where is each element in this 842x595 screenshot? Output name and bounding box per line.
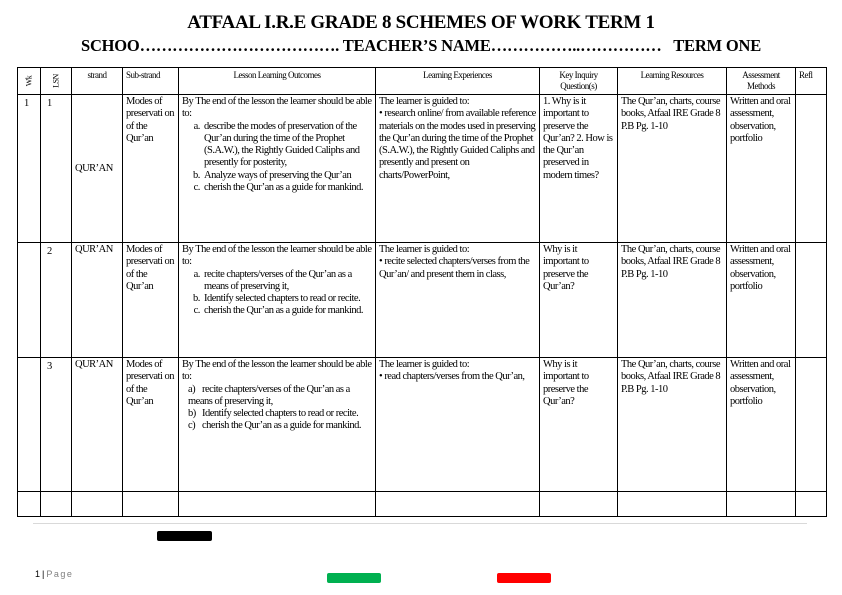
cell-empty [727, 492, 796, 517]
header-wk: Wk [18, 68, 41, 95]
outcomes-list [182, 121, 372, 195]
cell-lsn: 2 [41, 243, 72, 358]
outcome-item: a. recite chapters/verses of the Qur’an as a means of preserving it, [202, 269, 372, 294]
footer-divider [33, 523, 807, 524]
red-bar [497, 573, 551, 583]
outcomes-intro: By The end of the lesson the learner should be able to: [182, 96, 372, 120]
outcome-item: b) Identify selected chapters to read or recite. [188, 408, 359, 420]
school-field: SCHOO………………………………. [80, 36, 340, 55]
outcomes-intro: By The end of the lesson the learner should be able to: [182, 244, 372, 268]
cell-strand: QUR’AN [72, 358, 123, 492]
page-word: Page [46, 569, 74, 579]
header-resources: Learning Resources [618, 68, 727, 95]
header-reflection: Refl [796, 68, 827, 95]
cell-reflection [796, 95, 827, 243]
teacher-name-field: TEACHER’S NAME……………..…………… [342, 36, 662, 55]
cell-empty [540, 492, 618, 517]
experience-item: • research online/ from available reference materials on the modes used in preserving the Qur’an during the time of the Prophet (S.A.W.), the Rightly Guided Caliphs and presently and present on charts/PowerPoint, [379, 108, 536, 182]
cell-sub-strand: Modes of preservati on of the Qur’an [123, 95, 179, 243]
cell-assessment: Written and oral assessment, observation, portfolio [727, 358, 796, 492]
cell-resources: The Qur’an, charts, course books, Atfaal IRE Grade 8 P.B Pg. 1-10 [618, 358, 727, 492]
cell-empty [796, 492, 827, 517]
header-experiences: Learning Experiences [376, 68, 540, 95]
table-row-empty [18, 492, 827, 517]
cell-sub-strand: Modes of preservati on of the Qur’an [123, 243, 179, 358]
header-strand: strand [72, 68, 123, 95]
document-subtitle [0, 36, 842, 56]
table-header-row [18, 68, 827, 95]
outcome-item: a. describe the modes of preservation of the Qur’an during the time of the Prophet (S.A.W.), the Rightly Guided Caliphs and presently for posterity, [202, 121, 372, 170]
cell-empty [72, 492, 123, 517]
header-inquiry: Key Inquiry Question(s) [540, 68, 618, 95]
table-row [18, 95, 827, 243]
cell-experiences [376, 358, 540, 492]
cell-resources: The Qur’an, charts, course books, Atfaal IRE Grade 8 P.B Pg. 1-10 [618, 95, 727, 243]
cell-strand: QUR’AN [72, 95, 123, 243]
cell-resources: The Qur’an, charts, course books, Atfaal IRE Grade 8 P.B Pg. 1-10 [618, 243, 727, 358]
header-assessment: Assessment Methods [727, 68, 796, 95]
table-row [18, 243, 827, 358]
experience-item: • recite selected chapters/verses from the Qur’an/ and present them in class, [379, 256, 536, 281]
experiences-intro: The learner is guided to: [379, 359, 470, 370]
cell-experiences [376, 243, 540, 358]
cell-lsn: 1 [41, 95, 72, 243]
table-row [18, 358, 827, 492]
cell-empty [18, 492, 41, 517]
page-footer [35, 569, 73, 579]
outcomes-intro: By The end of the lesson the learner should be able to: [182, 359, 372, 383]
cell-outcomes [179, 358, 376, 492]
cell-empty [179, 492, 376, 517]
cell-sub-strand: Modes of preservati on of the Qur’an [123, 358, 179, 492]
cell-inquiry: Why is it important to preserve the Qur’an? [540, 358, 618, 492]
outcome-item: c. cherish the Qur’an as a guide for mankind. [202, 182, 372, 194]
cell-wk [18, 243, 41, 358]
outcome-item: c) cherish the Qur’an as a guide for mankind. [188, 420, 361, 432]
cell-wk: 1 [18, 95, 41, 243]
header-lsn: LSN [41, 68, 72, 95]
outcome-item: b. Identify selected chapters to read or recite. [202, 293, 372, 305]
outcomes-list [182, 384, 372, 433]
cell-outcomes [179, 243, 376, 358]
outcome-item: c. cherish the Qur’an as a guide for mankind. [202, 305, 372, 317]
cell-empty [376, 492, 540, 517]
outcome-item: a) recite chapters/verses of the Qur’an as a means of preserving it, [188, 383, 350, 407]
outcomes-list [182, 269, 372, 318]
cell-empty [618, 492, 727, 517]
cell-reflection [796, 243, 827, 358]
document-title: ATFAAL I.R.E GRADE 8 SCHEMES OF WORK TERM 1 [187, 12, 655, 33]
cell-lsn: 3 [41, 358, 72, 492]
cell-assessment: Written and oral assessment, observation, portfolio [727, 95, 796, 243]
cell-wk [18, 358, 41, 492]
cell-strand: QUR’AN [72, 243, 123, 358]
cell-inquiry: Why is it important to preserve the Qur’an? [540, 243, 618, 358]
green-bar [327, 573, 381, 583]
cell-inquiry: 1. Why is it important to preserve the Qur’an? 2. How is the Qur’an preserved in modern times? [540, 95, 618, 243]
outcome-item: b. Analyze ways of preserving the Qur’an [202, 170, 372, 182]
experience-item: • read chapters/verses from the Qur’an, [379, 371, 536, 383]
cell-assessment: Written and oral assessment, observation, portfolio [727, 243, 796, 358]
page-separator: | [42, 569, 45, 579]
cell-reflection [796, 358, 827, 492]
header-sub-strand: Sub-strand [123, 68, 179, 95]
schemes-of-work-table [17, 67, 827, 517]
experiences-intro: The learner is guided to: [379, 96, 470, 107]
header-outcomes: Lesson Learning Outcomes [179, 68, 376, 95]
experiences-intro: The learner is guided to: [379, 244, 470, 255]
page-number: 1 [35, 569, 41, 579]
cell-empty [123, 492, 179, 517]
term-label: TERM ONE [673, 36, 762, 55]
black-bar [157, 531, 212, 541]
cell-empty [41, 492, 72, 517]
cell-experiences [376, 95, 540, 243]
cell-outcomes [179, 95, 376, 243]
